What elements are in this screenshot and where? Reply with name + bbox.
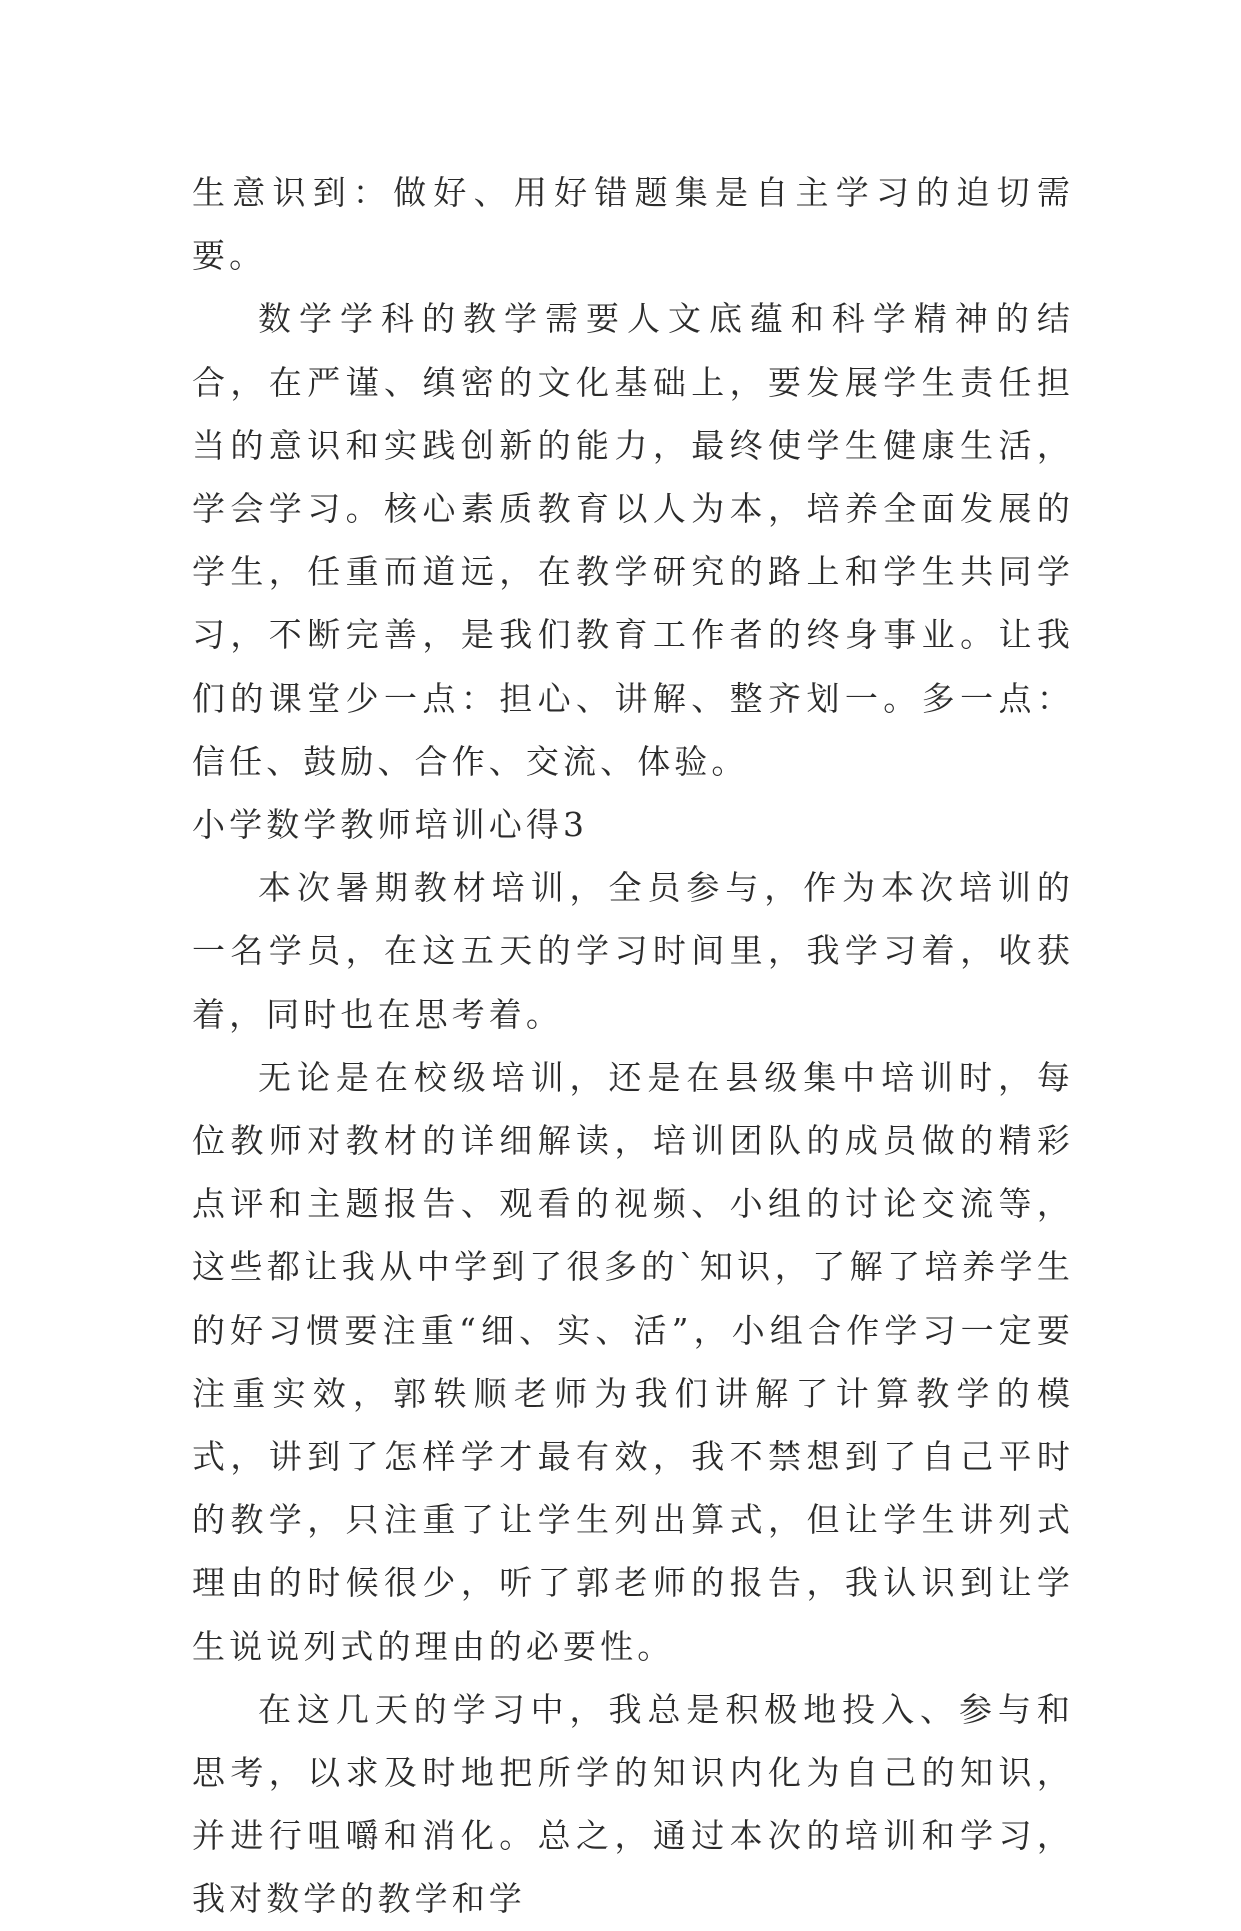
paragraph-learning-reflection: 在这几天的学习中，我总是积极地投入、参与和思考，以求及时地把所学的知识内化为自己的知识，并进行咀嚼和消化。总之，通过本次的培训和学习，我对数学的教学和学 (192, 1689, 1074, 1919)
document-body (192, 161, 1074, 1931)
paragraph-math-teaching: 数学学科的教学需要人文底蕴和科学精神的结合，在严谨、缜密的文化基础上，要发展学生责任担当的意识和实践创新的能力，最终使学生健康生活，学会学习。核心素质教育以人为本，培养全面发展的学生，任重而道远，在教学研究的路上和学生共同学习，不断完善，是我们教育工作者的终身事业。让我们的课堂少一点：担心、讲解、整齐划一。多一点：信任、鼓励、合作、交流、体验。 (192, 299, 1074, 781)
paragraph-continuation: 生意识到：做好、用好错题集是自主学习的迫切需要。 (192, 173, 1074, 276)
section-title: 小学数学教师培训心得3 (192, 805, 589, 845)
paragraph-training-intro: 本次暑期教材培训，全员参与，作为本次培训的一名学员，在这五天的学习时间里，我学习着，收获着，同时也在思考着。 (192, 868, 1074, 1034)
paragraph-training-details: 无论是在校级培训，还是在县级集中培训时，每位教师对教材的详细解读，培训团队的成员做的精彩点评和主题报告、观看的视频、小组的讨论交流等，这些都让我从中学到了很多的`知识，了解了培养学生的好习惯要注重“细、实、活”，小组合作学习一定要注重实效，郭轶顺老师为我们讲解了计算教学的模式，讲到了怎样学才最有效，我不禁想到了自己平时的教学，只注重了让学生列出算式，但让学生讲列式理由的时候很少，听了郭老师的报告，我认识到让学生说说列式的理由的必要性。 (192, 1057, 1074, 1666)
